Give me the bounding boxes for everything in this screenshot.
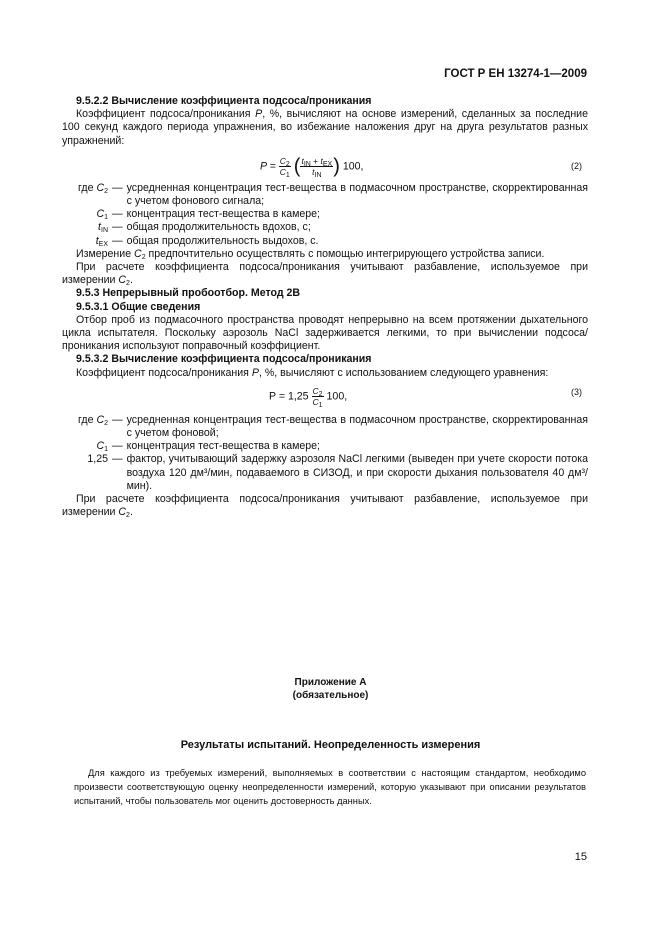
section-heading-9532: 9.5.3.2 Вычисление коэффициента подсоса/проникания (76, 353, 372, 366)
formula-3: P = 1,25 $\frac{C_2}{C_1}$ 100, (3) (269, 385, 582, 409)
paragraph: Коэффициент подсоса/проникания P, %, вычисляют с использованием следующего уравнения: (76, 366, 549, 379)
main-text (62, 95, 588, 519)
page-number: 15 (574, 851, 587, 863)
definition-row: $t_{IN}$ — общая продолжительность вдохов, с; (98, 221, 311, 235)
definition-row: где $C_2$ — усредненная концентрация тест-вещества в подмасочном пространстве, скорректированная с учетом фоновой; (78, 413, 588, 440)
definition-row: где $C_2$ — усредненная концентрация тест-вещества в подмасочном пространстве, скорректированная с учетом фонового сигнала; (78, 181, 588, 208)
annex-status: (обязательное) (292, 690, 369, 701)
paragraph: При расчете коэффициента подсоса/проникания учитывают разбавление, используемое при измерении $C_2$. (62, 261, 588, 288)
paragraph: При расчете коэффициента подсоса/проникания учитывают разбавление, используемое при измерении $C_2$. (62, 493, 588, 520)
definition-row: $C_1$ — концентрация тест-вещества в камере; (96, 208, 320, 222)
definition-row: 1,25 — фактор, учитывающий задержку аэрозоля NaCl легкими (выведен при учете скорости потока воздуха 120 дм³/мин, подаваемого в СИЗОД, и при скорости дыхания пользователя 40 дм³/мин). (87, 453, 588, 492)
document-code: ГОСТ Р ЕН 13274-1—2009 (444, 68, 587, 80)
formula-number: (3) (571, 386, 582, 397)
section-heading-953: 9.5.3 Непрерывный пробоотбор. Метод 2В (76, 287, 301, 300)
paragraph: Коэффициент подсоса/проникания P, %, вычисляют на основе измерений, сделанных за последние 100 секунд каждого периода упражнения, во избежание наложения друг на друга результатов разных упражнений: (62, 108, 588, 147)
formula-2: P = $\frac{C_2}{C_1}$ ( $\frac{t_{IN} + t_{EX}}{t_{IN}}$ ) 100, (2) (260, 155, 582, 179)
annex-paragraph: Для каждого из требуемых измерений, выполняемых в соответствии с настоящим стандартом, необходимо произвести соответствующую оценку неопределенности измерений, которую указывают при описании результатов испытаний, чтобы пользователь мог оценить достоверность данных. (74, 768, 586, 806)
paragraph: Отбор проб из подмасочного пространства проводят непрерывно на всем протяжении дыхательного цикла испытателя. Поскольку аэрозоль NaCl задерживается легкими, то при вычислении подсоса/проникания используют поправочный коэффициент. (62, 313, 588, 353)
section-heading-9522: 9.5.2.2 Вычисление коэффициента подсоса/проникания (76, 95, 372, 107)
definition-row: $t_{EX}$ — общая продолжительность выдохов, с. (95, 234, 319, 248)
formula-number: (2) (571, 160, 582, 171)
paragraph: Измерение $C_2$ предпочтительно осуществлять с помощью интегрирующего устройства записи. (76, 247, 545, 261)
definition-row: $C_1$ — концентрация тест-вещества в камере; (96, 440, 320, 454)
annex-label: Приложение А (294, 677, 367, 688)
section-heading-9531: 9.5.3.1 Общие сведения (76, 300, 201, 313)
annex-title: Результаты испытаний. Неопределенность измерения (180, 739, 481, 751)
